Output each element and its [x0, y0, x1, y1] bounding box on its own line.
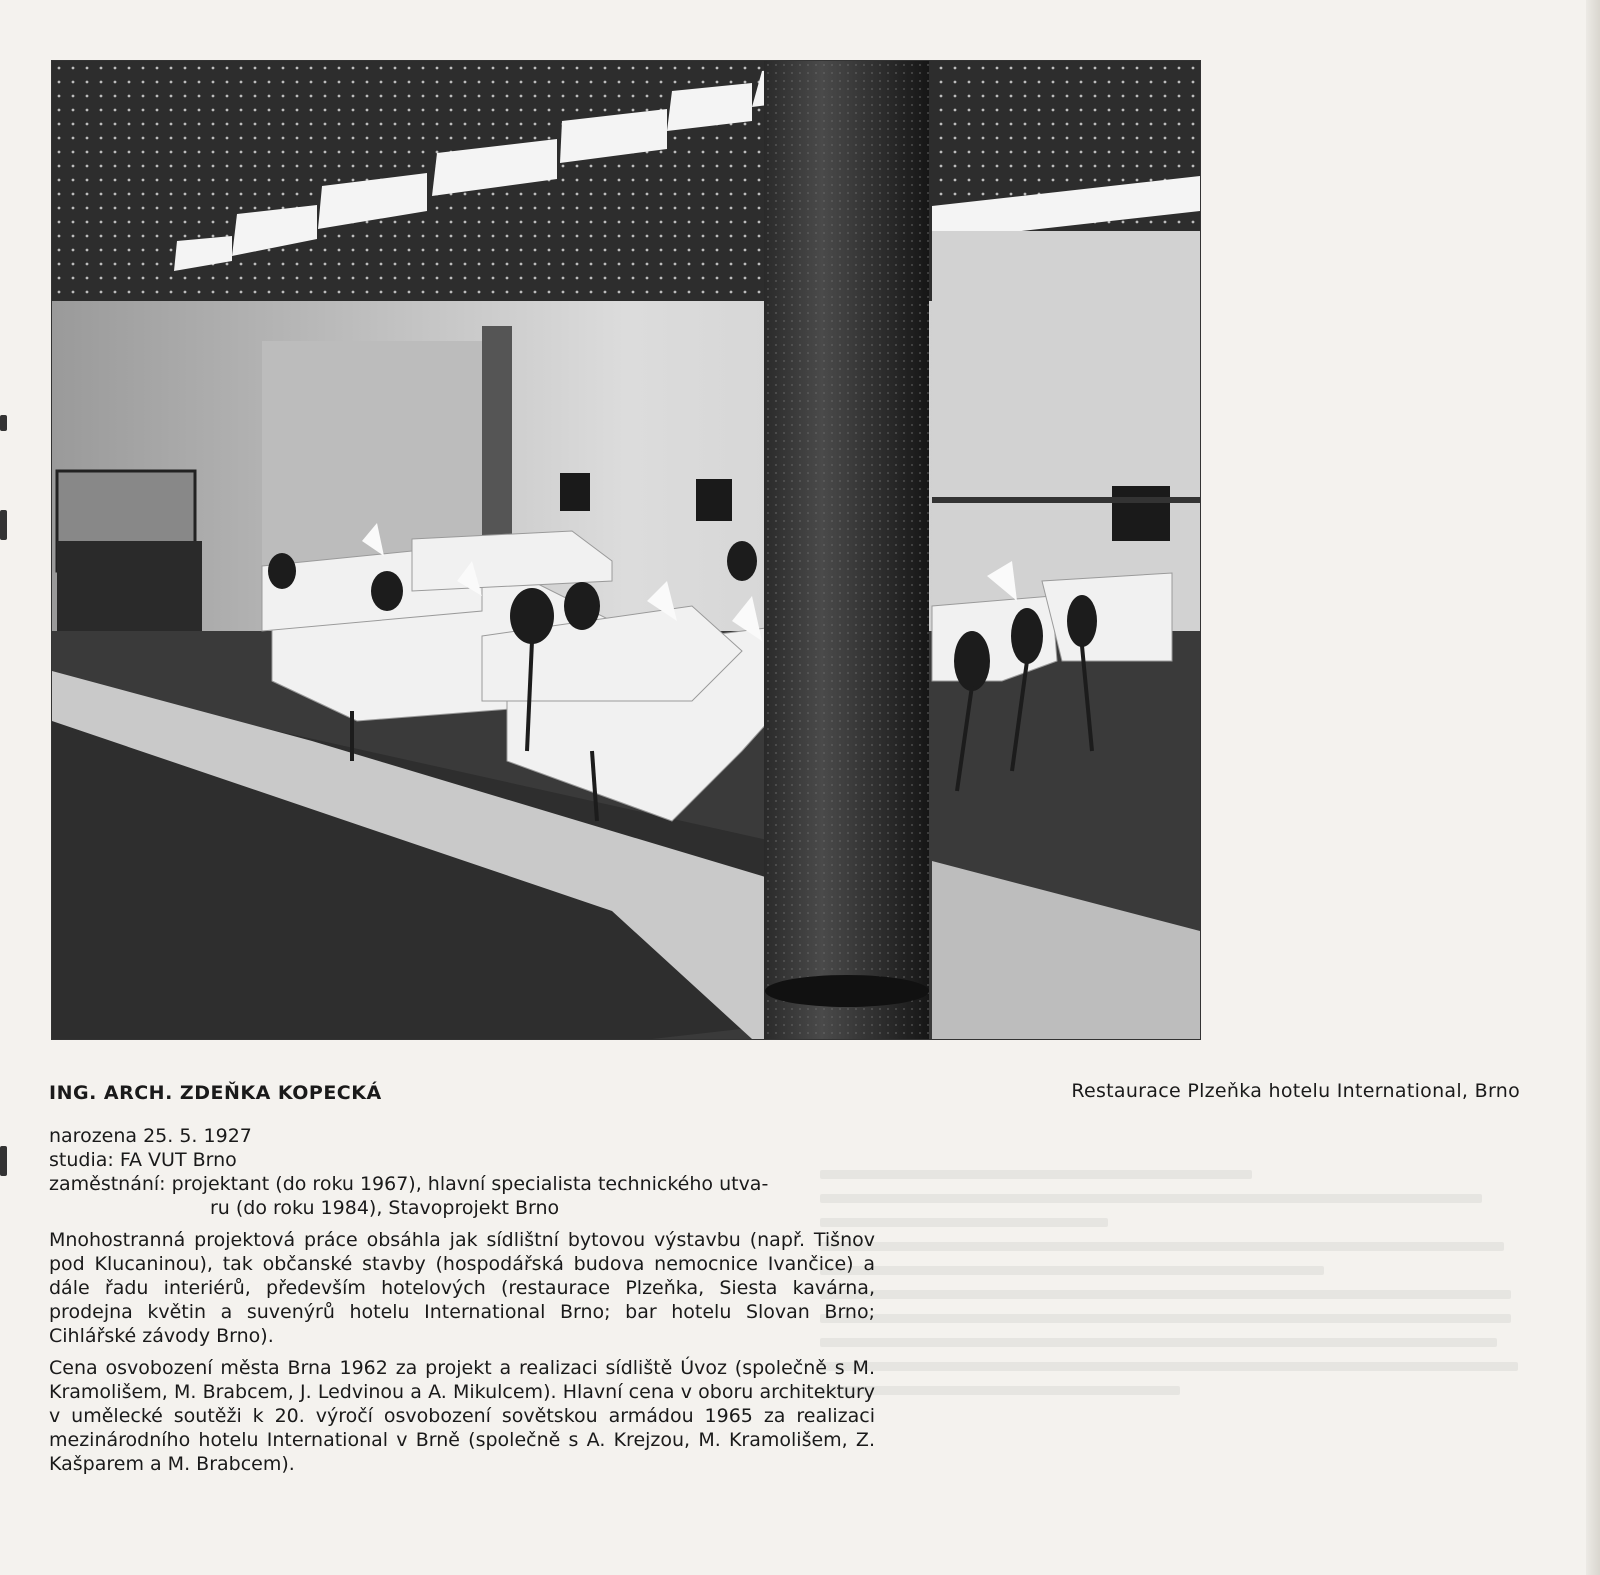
- work-paragraph: Mnohostranná projektová práce obsáhla jak sídlištní bytovou výstavbu (např. Tišnov pod Klucaninou), tak občanské stavby (hospodářská budova nemocnice Ivančice) a dále řadu interiérů, především hotelových (restaurace Plzeňka, Siesta kavárna, prodejna květin a suvenýrů hotelu International Brno; bar hotelu Slovan Brno; Cihlářské závody Brno).: [49, 1229, 875, 1347]
- birth-date: narozena 25. 5. 1927: [49, 1125, 252, 1147]
- architect-name-heading: ING. ARCH. ZDEŇKA KOPECKÁ: [49, 1082, 382, 1104]
- biography: [49, 1124, 875, 1476]
- studies: studia: FA VUT Brno: [49, 1149, 237, 1171]
- awards-paragraph: Cena osvobození města Brna 1962 za projekt a realizaci sídliště Úvoz (společně s M. Kramolišem, M. Brabcem, J. Ledvinou a A. Mikulcem). Hlavní cena v oboru architektury v umělecké soutěži k 20. výročí osvobození sovětskou armádou 1965 za realizaci mezinárodního hotelu International v Brně (společně s A. Krejzou, M. Kramolišem, Z. Kašparem a M. Brabcem).: [49, 1357, 875, 1475]
- employment-line-1: zaměstnání: projektant (do roku 1967), hlavní specialista technického utva-: [49, 1173, 769, 1195]
- binding-mark: [0, 415, 7, 431]
- show-through-text: [820, 1170, 1540, 1500]
- binding-mark: [0, 1146, 7, 1176]
- photo-caption: Restaurace Plzeňka hotelu International, Brno: [1071, 1080, 1520, 1102]
- page-edge: [1586, 0, 1600, 1575]
- employment-line-2: ru (do roku 1984), Stavoprojekt Brno: [210, 1197, 560, 1219]
- restaurant-photo: [51, 60, 1201, 1040]
- binding-mark: [0, 510, 7, 540]
